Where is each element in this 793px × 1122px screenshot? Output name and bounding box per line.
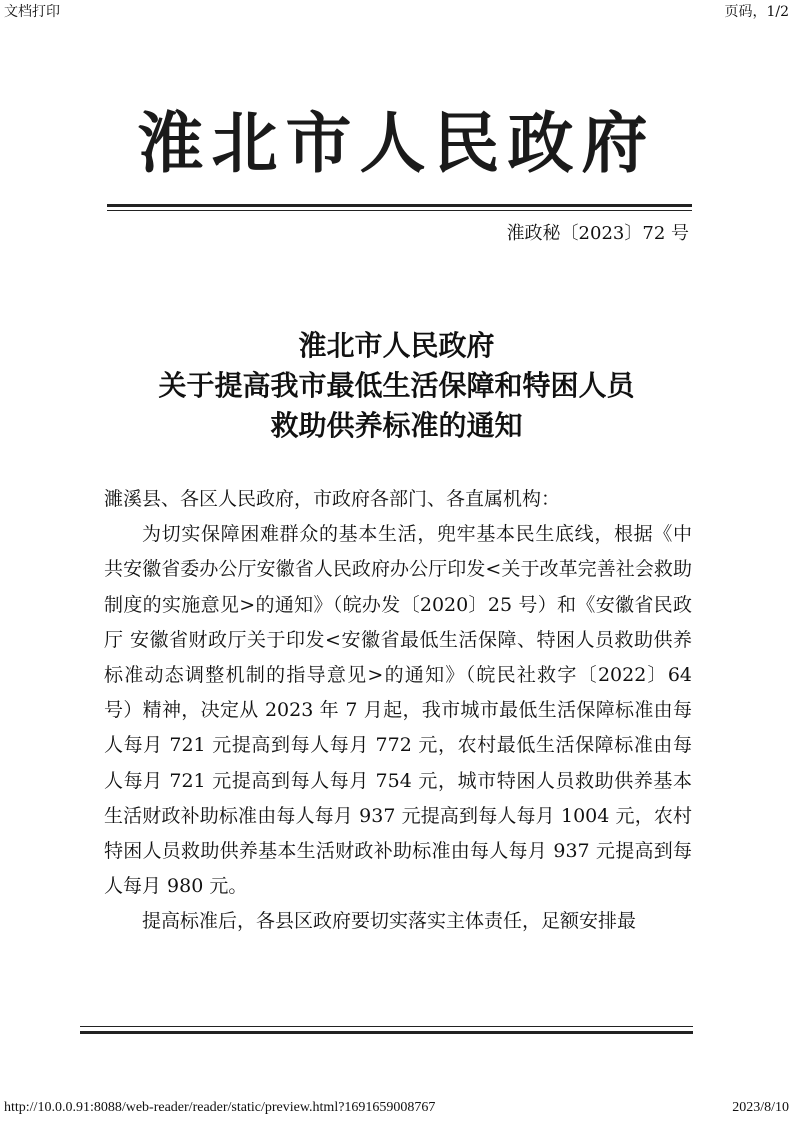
document-number: 淮政秘〔2023〕72 号	[506, 223, 689, 244]
document-title-line: 关于提高我市最低生活保障和特困人员	[158, 369, 635, 402]
salutation: 濉溪县、各区人民政府，市政府各部门、各直属机构：	[104, 488, 561, 510]
masthead-divider-thin	[107, 210, 692, 211]
document-title-line: 淮北市人民政府	[298, 329, 495, 362]
print-footer-date: 2023/8/10	[732, 1100, 789, 1115]
masthead-divider-thick	[107, 204, 692, 207]
page-number-indicator: 页码，1/2	[724, 4, 789, 20]
footer-divider-thin	[80, 1026, 693, 1027]
footer-divider-thick	[80, 1031, 693, 1034]
print-header-title: 文档打印	[4, 4, 60, 20]
issuing-authority-masthead: 淮北市人民政府	[137, 104, 656, 182]
document-title	[0, 326, 793, 446]
body-paragraph: 提高标准后，各县区政府要切实落实主体责任，足额安排最	[142, 910, 637, 933]
document-body	[104, 482, 692, 940]
document-title-line: 救助供养标准的通知	[270, 409, 523, 442]
body-paragraph: 为切实保障困难群众的基本生活，兜牢基本民生底线，根据《中共安徽省委办公厅安徽省人民政府办公厅印发<关于改革完善社会救助制度的实施意见>的通知》（皖办发〔2020〕25 号）和《安徽省民政厅 安徽省财政厅关于印发<安徽省最低生活保障、特困人员救助供养标准动态调整机制的指导意见>的通知》（皖民社救字〔2022〕64 号）精神，决定从 2023 年 7 月起，我市城市最低生活保障标准由每人每月 721 元提高到每人每月 772 元，农村最低生活保障标准由每人每月 721 元提高到每人每月 754 元，城市特困人员救助供养基本生活财政补助标准由每人每月 937 元提高到每人每月 1004 元，农村特困人员救助供养基本生活财政补助标准由每人每月 937 元提高到每人每月 980 元。	[104, 523, 692, 898]
print-footer-url: http://10.0.0.91:8088/web-reader/reader/static/preview.html?1691659008767	[4, 1100, 436, 1115]
